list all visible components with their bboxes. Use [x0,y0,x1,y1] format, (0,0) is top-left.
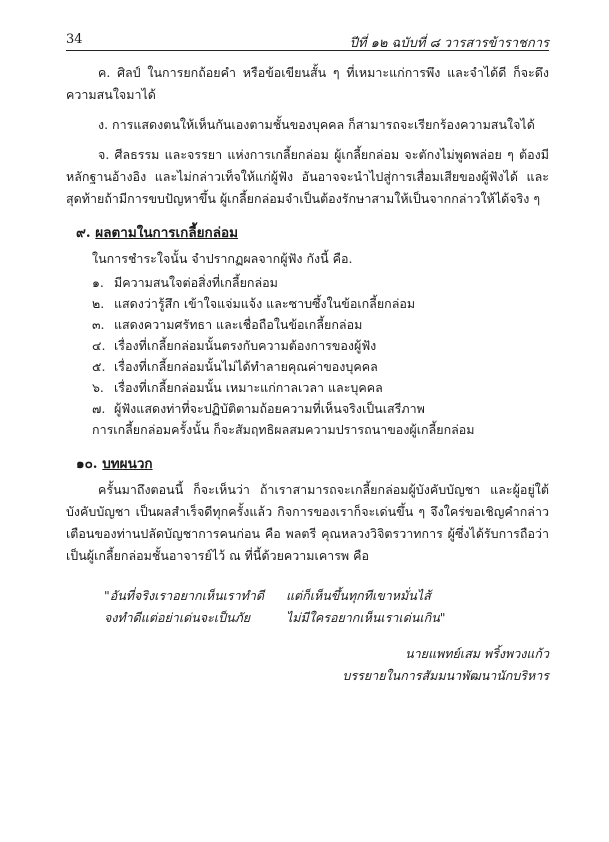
list-item: ๗. ผู้ฟังแสดงท่าที่จะปฏิบัติตามถ้อยความที่เห็นจริงเป็นเสรีภาพ [92,401,425,416]
section-9-heading [76,222,549,244]
list-item: ๕. เรื่องที่เกลี้ยกล่อมนั้นไม่ได้ทำลายคุณค่าของบุคคล [92,359,378,374]
poem-quote [104,585,549,629]
list-item: ๔. เรื่องที่เกลี้ยกล่อมนั้นตรงกับความต้องการของผู้ฟัง [92,338,377,353]
signature-block [66,643,549,687]
paragraph-e: จ. ศีลธรรม และจรรยา แห่งการเกลี้ยกล่อม ผู้เกลี้ยกล่อม จะตักงไม่พูดพล่อย ๆ ต้องมีหลักฐานอ้างอิง และไม่กล่าวเท็จให้แก่ผู้ฟัง อันอาจจะนำไปสู่การเสื่อมเสียของผู้ฟังได้ และสุดท้ายถ้ามีการขบปัญหาขึ้น ผู้เกลี้ยกล่อมจำเป็นต้องรักษาสามให้เป็นจากกล่าวให้ได้จริง ๆ [66,147,549,206]
poem-line-1a: "อันที่จริงเราอยากเห็นเราทำดี [104,588,265,603]
list-item: ๓. แสดงความศรัทธา และเชื่อถือในข้อเกลี้ยกล่อม [92,317,363,332]
paragraph-d: ง. การแสดงตนให้เห็นกันเองตามชั้นของบุคคล ก็สามารถจะเรียกร้องความสนใจได้ [98,117,535,132]
section-9-intro: ในการชำระใจนั้น จำปรากฏผลจากผู้ฟัง กังนี้ คือ. [92,251,353,266]
section-9-title: ผลตามในการเกลี้ยกล่อม [95,225,238,241]
list-item: ๖. เรื่องที่เกลี้ยกล่อมนั้น เหมาะแก่กาลเวลา และบุคคล [92,380,383,395]
section-9-summary: การเกลี้ยกล่อมครั้งนั้น ก็จะสัมฤทธิผลสมความปรารถนาของผู้เกลี้ยกล่อม [92,422,475,437]
section-10-title: บทผนวก [102,456,153,472]
section-10-paragraph: ครั้นมาถึงตอนนี้ ก็จะเห็นว่า ถ้าเราสามารถจะเกลี้ยกล่อมผู้บังคับบัญชา และผู้อยู่ใต้บังคับบัญชา เป็นผลสำเร็จดีทุกครั้งแล้ว กิจการของเราก็จะเด่นขึ้น ๆ จึงใคร่ขอเชิญคำกล่าวเตือนของท่านปลัดบัญชาการคนก่อน คือ พลตรี คุณหลวงวิจิตรวาทการ ผู้ซึ่งได้รับการถือว่าเป็นผู้เกลี้ยกล่อมชั้นอาจารย์ไว้ ณ ที่นี้ด้วยความเคารพ คือ [66,482,549,563]
section-10-heading [76,453,549,475]
author-name: นายแพทย์เสม พริ้งพวงแก้ว [405,646,549,661]
section-9-number: ๙. [76,225,91,241]
author-role: บรรยายในการสัมมนาพัฒนานักบริหาร [342,668,549,683]
list-item: ๒. แสดงว่ารู้สึก เข้าใจแจ่มแจ้ง และซาบซึ้งในข้อเกลี้ยกล่อม [92,296,416,311]
running-header: ปีที่ ๑๒ ฉบับที่ ๘ วารสารข้าราชการ [349,36,549,51]
section-10-number: ๑๐. [76,456,98,472]
paragraph-c: ค. ศิลป์ ในการยกถ้อยคำ หรือข้อเขียนสั้น ๆ ที่เหมาะแก่การพึง และจำได้ดี ก็จะดึงความสนใจมาได้ [66,65,549,102]
poem-line-1b: แต่ก็เห็นขึ้นทุกทีเขาหมั่นไส้ [286,588,431,603]
result-list [66,272,549,419]
body-text [66,62,549,687]
header-rule [66,50,549,51]
page-number: 34 [66,32,83,47]
list-item: ๑. มีความสนใจต่อสิ่งที่เกลี้ยกล่อม [92,275,278,290]
poem-line-2b: ไม่มีใครอยากเห็นเราเด่นเกิน" [286,610,446,625]
poem-line-2a: จงทำดีแต่อย่าเด่นจะเป็นภัย [104,610,251,625]
